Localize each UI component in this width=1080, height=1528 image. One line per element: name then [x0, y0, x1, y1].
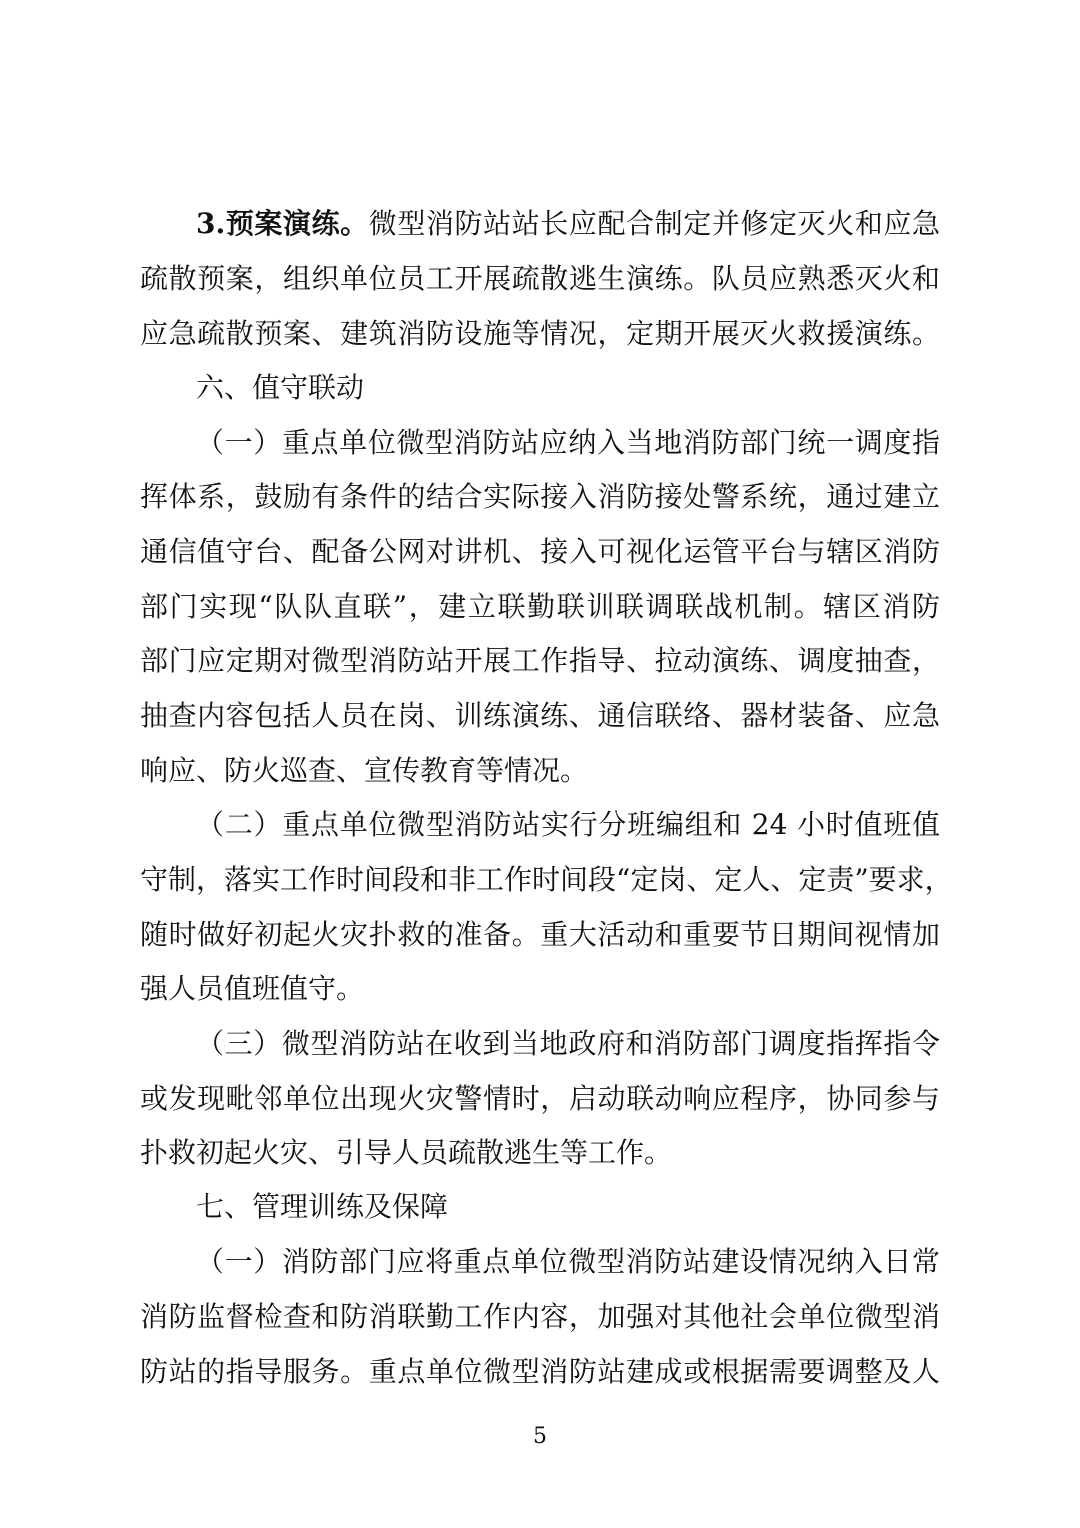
- paragraph-line: （一）消防部门应将重点单位微型消防站建设情况纳入日常: [196, 1245, 940, 1278]
- paragraph-line: 守制，落实工作时间段和非工作时间段“定岗、定人、定责”要求，: [140, 863, 953, 896]
- paragraph-line: 消防监督检查和防消联勤工作内容，加强对其他社会单位微型消: [140, 1300, 940, 1333]
- section-heading: 七、管理训练及保障: [196, 1190, 449, 1223]
- page-number: 5: [533, 1424, 547, 1449]
- paragraph-line: 疏散预案，组织单位员工开展疏散逃生演练。队员应熟悉灭火和: [140, 262, 940, 295]
- paragraph-lead-bold: 3.预案演练。: [196, 207, 369, 240]
- paragraph-text: 微型消防站站长应配合制定并修定灭火和应急: [368, 207, 940, 240]
- paragraph-line: 防站的指导服务。重点单位微型消防站建成或根据需要调整及人: [140, 1355, 940, 1388]
- paragraph-line: 部门应定期对微型消防站开展工作指导、拉动演练、调度抽查，: [140, 644, 940, 677]
- paragraph-line: [196, 204, 940, 244]
- paragraph-line: （三）微型消防站在收到当地政府和消防部门调度指挥指令: [196, 1027, 940, 1060]
- paragraph-line: 或发现毗邻单位出现火灾警情时，启动联动响应程序，协同参与: [140, 1082, 940, 1115]
- section-heading: 六、值守联动: [196, 371, 365, 404]
- paragraph-line: 通信值守台、配备公网对讲机、接入可视化运管平台与辖区消防: [140, 535, 940, 568]
- paragraph-line: （一）重点单位微型消防站应纳入当地消防部门统一调度指: [196, 426, 940, 459]
- paragraph-line: 抽查内容包括人员在岗、训练演练、通信联络、器材装备、应急: [140, 699, 940, 732]
- paragraph-line: 强人员值班值守。: [140, 972, 365, 1005]
- paragraph-line: 扑救初起火灾、引导人员疏散逃生等工作。: [140, 1136, 673, 1169]
- paragraph-line: 随时做好初起火灾扑救的准备。重大活动和重要节日期间视情加: [140, 918, 940, 951]
- paragraph-line: 响应、防火巡查、宣传教育等情况。: [140, 754, 589, 787]
- paragraph-line: 挥体系，鼓励有条件的结合实际接入消防接处警系统，通过建立: [140, 480, 940, 513]
- paragraph-line: 部门实现“队队直联”，建立联勤联训联调联战机制。辖区消防: [140, 590, 940, 623]
- paragraph-line: 应急疏散预案、建筑消防设施等情况，定期开展灭火救援演练。: [140, 317, 940, 350]
- paragraph-line: （二）重点单位微型消防站实行分班编组和 24 小时值班值: [196, 808, 940, 841]
